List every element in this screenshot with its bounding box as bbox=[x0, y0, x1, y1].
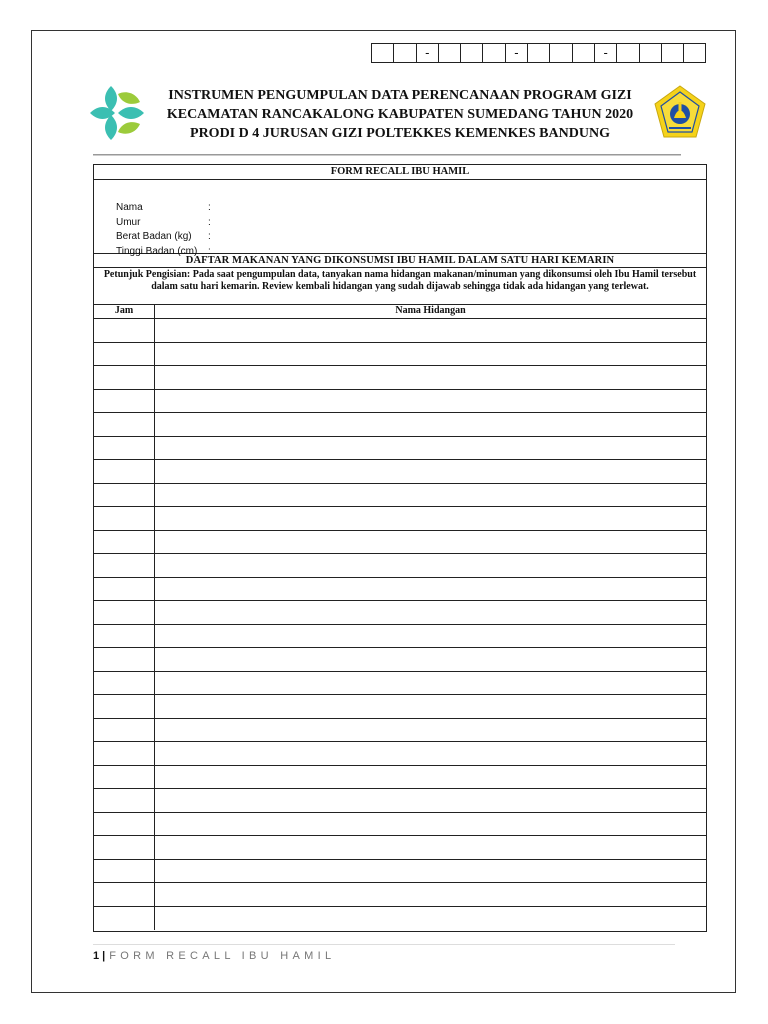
table-header bbox=[94, 305, 706, 319]
kemenkes-logo-icon bbox=[88, 84, 146, 142]
food-list-title: DAFTAR MAKANAN YANG DIKONSUMSI IBU HAMIL DALAM SATU HARI KEMARIN bbox=[94, 254, 706, 268]
footer-divider bbox=[93, 944, 675, 945]
code-box[interactable] bbox=[528, 43, 550, 63]
filling-instructions: Petunjuk Pengisian: Pada saat pengumpulan data, tanyakan nama hidangan makanan/minuman yang dikonsumsi oleh Ibu Hamil tersebut dalam satu hari kemarin. Review kembali hidangan yang sudah dijawab sehingga tidak ada hidangan yang terlewat. bbox=[94, 268, 706, 305]
header-line-1: INSTRUMEN PENGUMPULAN DATA PERENCANAAN PROGRAM GIZI bbox=[168, 88, 632, 103]
field-nama[interactable] bbox=[116, 201, 218, 214]
table-row bbox=[94, 883, 706, 907]
table-row bbox=[94, 907, 706, 931]
table-row bbox=[94, 507, 706, 531]
jam-cell[interactable] bbox=[94, 531, 155, 554]
code-box[interactable] bbox=[439, 43, 461, 63]
table-body bbox=[94, 319, 706, 930]
table-row bbox=[94, 648, 706, 672]
jam-cell[interactable] bbox=[94, 766, 155, 789]
form-title: FORM RECALL IBU HAMIL bbox=[94, 165, 706, 180]
food-recall-table bbox=[94, 305, 706, 930]
table-row bbox=[94, 766, 706, 790]
jam-cell[interactable] bbox=[94, 789, 155, 812]
hidangan-cell[interactable] bbox=[155, 672, 706, 695]
hidangan-cell[interactable] bbox=[155, 883, 706, 906]
column-header-hidangan: Nama Hidangan bbox=[395, 305, 466, 316]
hidangan-cell[interactable] bbox=[155, 813, 706, 836]
jam-cell[interactable] bbox=[94, 672, 155, 695]
jam-cell[interactable] bbox=[94, 460, 155, 483]
page-number: 1 bbox=[93, 950, 100, 962]
hidangan-cell[interactable] bbox=[155, 789, 706, 812]
identity-section bbox=[94, 180, 706, 257]
hidangan-cell[interactable] bbox=[155, 460, 706, 483]
recall-form bbox=[93, 164, 707, 932]
respondent-code-boxes bbox=[371, 43, 706, 63]
hidangan-cell[interactable] bbox=[155, 625, 706, 648]
table-row bbox=[94, 366, 706, 390]
table-row bbox=[94, 860, 706, 884]
hidangan-cell[interactable] bbox=[155, 695, 706, 718]
table-row bbox=[94, 813, 706, 837]
table-row bbox=[94, 695, 706, 719]
hidangan-cell[interactable] bbox=[155, 437, 706, 460]
hidangan-cell[interactable] bbox=[155, 836, 706, 859]
hidangan-cell[interactable] bbox=[155, 343, 706, 366]
table-row bbox=[94, 719, 706, 743]
jam-cell[interactable] bbox=[94, 343, 155, 366]
jam-cell[interactable] bbox=[94, 578, 155, 601]
table-row bbox=[94, 390, 706, 414]
jam-cell[interactable] bbox=[94, 554, 155, 577]
code-box[interactable] bbox=[461, 43, 483, 63]
field-colon: : bbox=[208, 231, 211, 242]
table-row bbox=[94, 319, 706, 343]
jam-cell[interactable] bbox=[94, 813, 155, 836]
hidangan-cell[interactable] bbox=[155, 648, 706, 671]
hidangan-cell[interactable] bbox=[155, 860, 706, 883]
hidangan-cell[interactable] bbox=[155, 413, 706, 436]
header-divider bbox=[93, 154, 681, 155]
code-box: - bbox=[417, 43, 439, 63]
jam-cell[interactable] bbox=[94, 390, 155, 413]
table-row bbox=[94, 601, 706, 625]
hidangan-cell[interactable] bbox=[155, 601, 706, 624]
hidangan-cell[interactable] bbox=[155, 366, 706, 389]
field-colon: : bbox=[208, 202, 211, 213]
code-box[interactable] bbox=[550, 43, 572, 63]
table-row bbox=[94, 836, 706, 860]
jam-cell[interactable] bbox=[94, 836, 155, 859]
header-title bbox=[150, 86, 650, 143]
field-tinggi-badan[interactable] bbox=[116, 245, 218, 258]
footer-separator: | bbox=[102, 950, 106, 962]
footer-title: FORM RECALL IBU HAMIL bbox=[109, 950, 336, 962]
code-box: - bbox=[506, 43, 528, 63]
hidangan-cell[interactable] bbox=[155, 484, 706, 507]
jam-cell[interactable] bbox=[94, 719, 155, 742]
hidangan-cell[interactable] bbox=[155, 907, 706, 931]
hidangan-cell[interactable] bbox=[155, 319, 706, 342]
table-row bbox=[94, 789, 706, 813]
hidangan-cell[interactable] bbox=[155, 390, 706, 413]
field-label: Nama bbox=[116, 202, 143, 213]
field-umur[interactable] bbox=[116, 216, 218, 229]
hidangan-cell[interactable] bbox=[155, 507, 706, 530]
jam-cell[interactable] bbox=[94, 437, 155, 460]
table-row bbox=[94, 554, 706, 578]
table-row bbox=[94, 460, 706, 484]
jam-cell[interactable] bbox=[94, 907, 155, 931]
code-box[interactable] bbox=[640, 43, 662, 63]
field-colon: : bbox=[208, 245, 211, 257]
page-footer bbox=[93, 948, 335, 964]
hidangan-cell[interactable] bbox=[155, 742, 706, 765]
table-row bbox=[94, 578, 706, 602]
jam-cell[interactable] bbox=[94, 648, 155, 671]
code-box[interactable] bbox=[394, 43, 416, 63]
jam-cell[interactable] bbox=[94, 366, 155, 389]
hidangan-cell[interactable] bbox=[155, 578, 706, 601]
jam-cell[interactable] bbox=[94, 742, 155, 765]
jam-cell[interactable] bbox=[94, 601, 155, 624]
code-box: - bbox=[595, 43, 617, 63]
code-box[interactable] bbox=[662, 43, 684, 63]
field-berat-badan[interactable] bbox=[116, 230, 218, 243]
field-label: Tinggi Badan (cm) bbox=[116, 245, 198, 257]
table-row bbox=[94, 343, 706, 367]
column-header-jam: Jam bbox=[94, 305, 155, 318]
jam-cell[interactable] bbox=[94, 695, 155, 718]
hidangan-cell[interactable] bbox=[155, 766, 706, 789]
table-row bbox=[94, 437, 706, 461]
field-label: Berat Badan (kg) bbox=[116, 231, 192, 242]
header-line-2: KECAMATAN RANCAKALONG KABUPATEN SUMEDANG TAHUN 2020 bbox=[166, 107, 634, 122]
code-box[interactable] bbox=[617, 43, 639, 63]
hidangan-cell[interactable] bbox=[155, 531, 706, 554]
table-row bbox=[94, 413, 706, 437]
table-row bbox=[94, 625, 706, 649]
table-row bbox=[94, 484, 706, 508]
jam-cell[interactable] bbox=[94, 484, 155, 507]
jam-cell[interactable] bbox=[94, 319, 155, 342]
poltekkes-seal-icon bbox=[652, 84, 708, 140]
jam-cell[interactable] bbox=[94, 883, 155, 906]
table-row bbox=[94, 531, 706, 555]
jam-cell[interactable] bbox=[94, 507, 155, 530]
table-row bbox=[94, 672, 706, 696]
hidangan-cell[interactable] bbox=[155, 719, 706, 742]
jam-cell[interactable] bbox=[94, 413, 155, 436]
code-box[interactable] bbox=[372, 43, 394, 63]
code-box[interactable] bbox=[573, 43, 595, 63]
jam-cell[interactable] bbox=[94, 860, 155, 883]
header-line-3: PRODI D 4 JURUSAN GIZI POLTEKKES KEMENKES BANDUNG bbox=[190, 126, 610, 141]
field-colon: : bbox=[208, 216, 211, 228]
hidangan-cell[interactable] bbox=[155, 554, 706, 577]
table-row bbox=[94, 742, 706, 766]
code-box[interactable] bbox=[483, 43, 505, 63]
field-label: Umur bbox=[116, 216, 141, 228]
code-box[interactable] bbox=[684, 43, 706, 63]
jam-cell[interactable] bbox=[94, 625, 155, 648]
